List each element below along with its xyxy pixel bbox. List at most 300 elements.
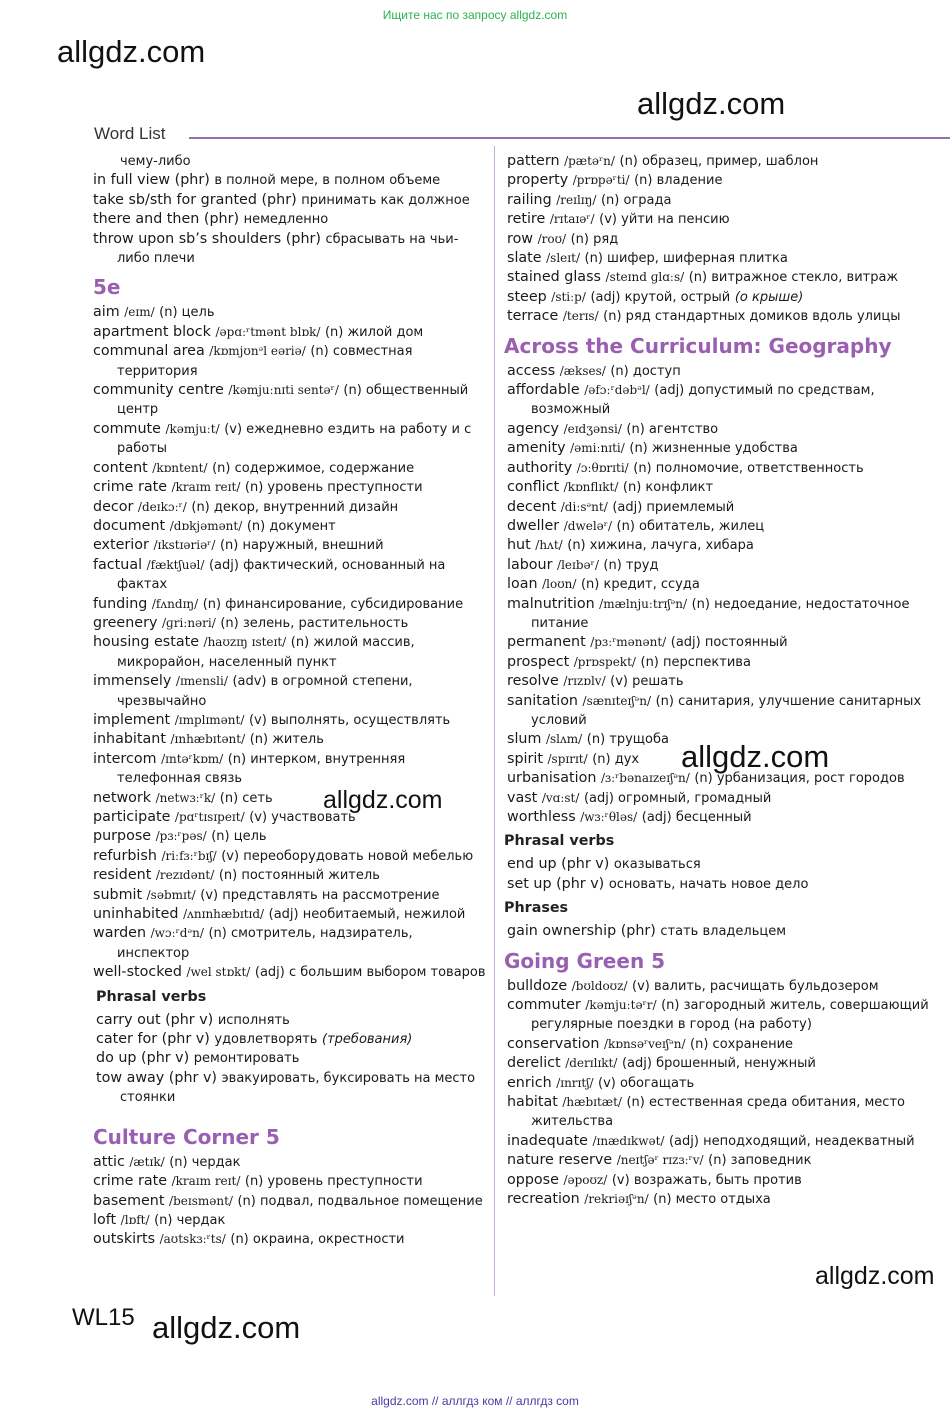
headword: terrace [507, 308, 559, 325]
headword: enrich [507, 1074, 552, 1091]
headword: sanitation [507, 692, 578, 709]
word-entry [93, 866, 488, 885]
pronunciation: /sænɪteɪʃᵊn/ [582, 693, 652, 708]
word-entry [504, 307, 950, 326]
word-entry [504, 536, 950, 555]
word-entry [93, 459, 488, 478]
headword: document [93, 517, 166, 534]
pronunciation: /ɡriːnəri/ [161, 615, 216, 630]
definition: (n) содержимое, содержание [212, 460, 415, 476]
pronunciation: /ɪnrɪtʃ/ [556, 1075, 594, 1090]
going-green-heading: Going Green 5 [504, 948, 666, 973]
definition: (n) житель [249, 732, 324, 748]
word-entry [93, 1153, 488, 1172]
word-entry [504, 517, 950, 536]
watermark: allgdz.com [152, 1310, 301, 1345]
word-entry [504, 152, 950, 171]
definition: (v) представлять на рассмотрение [200, 887, 440, 903]
pronunciation: /kɒmjʊnᵊl eəriə/ [209, 344, 306, 359]
headword: inadequate [507, 1132, 588, 1149]
definition: (n) урбанизация, рост городов [694, 771, 905, 787]
word-entry [504, 1054, 950, 1073]
pronunciation: /səbmɪt/ [146, 887, 196, 902]
headword: implement [93, 711, 171, 728]
headword: labour [507, 556, 553, 573]
watermark: allgdz.com [323, 786, 443, 814]
pronunciation: /leɪbəʳ/ [557, 557, 599, 572]
definition: (n) жизненные удобства [629, 441, 798, 457]
word-entry [93, 478, 488, 497]
definition: эвакуировать, буксировать на место стоянки [120, 1070, 480, 1106]
pronunciation: /ɔːθɒrɪti/ [576, 460, 629, 475]
definition: оказываться [613, 857, 701, 873]
headword: pattern [507, 153, 560, 169]
headword: property [507, 172, 569, 189]
definition: (n) окраина, окрестности [230, 1232, 405, 1248]
definition: (n) загородный житель, совершающий регулярные поездки в город (на работу) [531, 998, 933, 1033]
headword: gain ownership (phr) [507, 923, 656, 940]
headword: resident [93, 867, 152, 884]
headword: commuter [507, 997, 581, 1014]
definition: (n) заповедник [708, 1153, 812, 1169]
definition: (v) решать [610, 674, 684, 690]
headword: agency [507, 420, 560, 437]
word-entry [93, 905, 488, 924]
definition-note: (требования) [322, 1032, 413, 1048]
headword: well-stocked [93, 964, 182, 981]
headword: stained glass [507, 269, 601, 286]
word-entry [504, 362, 950, 381]
pronunciation: /hæbɪtæt/ [562, 1095, 622, 1110]
word-entry [504, 1132, 950, 1151]
phrases-list [504, 922, 950, 941]
word-entry [504, 672, 950, 691]
definition: (n) жилой массив, микрорайон, населенный пункт [117, 635, 419, 670]
headword: funding [93, 595, 148, 612]
word-entry [93, 191, 488, 210]
word-entry [504, 439, 950, 458]
word-entry [93, 1069, 488, 1108]
word-entry [93, 886, 488, 905]
headword: greenery [93, 614, 158, 631]
word-entry [504, 855, 950, 874]
definition: (n) конфликт [622, 480, 714, 496]
word-entry [504, 750, 950, 769]
pronunciation: /stiːp/ [551, 289, 586, 304]
definition: удовлетворять [214, 1032, 318, 1048]
headword: permanent [507, 634, 586, 651]
headword: resolve [507, 673, 559, 690]
pronunciation: /hʌt/ [535, 538, 563, 553]
headword: inhabitant [93, 731, 166, 748]
definition: (adj) неподходящий, неадекватный [668, 1133, 915, 1149]
definition: (n) документ [246, 518, 336, 534]
definition-note: (о крыше) [734, 289, 804, 305]
definition: (n) цель [211, 829, 267, 845]
word-entry [504, 249, 950, 268]
pronunciation: /bʊldoʊz/ [571, 978, 628, 993]
pronunciation: /kraɪm reɪt/ [171, 480, 241, 495]
definition: (n) чердак [154, 1212, 226, 1228]
headword: aim [93, 304, 120, 321]
word-entry [504, 1074, 950, 1093]
definition: (n) интерком, внутренняя телефонная связь [117, 751, 410, 787]
word-entry [504, 1151, 950, 1170]
pronunciation: /ækses/ [559, 363, 606, 378]
pronunciation: /diːsᵊnt/ [560, 499, 608, 514]
definition: (n) общественный центр [117, 383, 473, 418]
definition: (v) переоборудовать новой мебелью [221, 848, 474, 864]
word-entry [93, 827, 488, 846]
word-entry [93, 420, 488, 459]
definition: (n) ряд [570, 231, 619, 247]
definition: принимать как должное [301, 192, 470, 208]
pronunciation: /netwɜːʳk/ [155, 790, 216, 805]
pronunciation: /rezɪdənt/ [155, 868, 215, 883]
pronunciation: /wel stɒkt/ [186, 965, 251, 980]
definition: (n) ряд стандартных домиков вдоль улицы [603, 309, 901, 325]
left-column [93, 152, 488, 1250]
word-entry [504, 478, 950, 497]
headword: worthless [507, 809, 576, 825]
headword: spirit [507, 750, 543, 767]
headword: decent [507, 498, 557, 515]
word-entry [504, 288, 950, 307]
pronunciation: /dweləʳ/ [563, 518, 612, 533]
definition: (n) доступ [610, 363, 681, 379]
definition: (n) наружный, внешний [219, 538, 384, 554]
definition: (n) труд [603, 557, 659, 573]
word-entry [504, 1093, 950, 1132]
pronunciation: /deɪkɔːʳ/ [137, 499, 187, 514]
pronunciation: /ɪntəʳkɒm/ [161, 751, 224, 766]
definition: (n) естественная среда обитания, место жительства [531, 1095, 910, 1130]
pronunciation: /eɪdʒənsi/ [563, 421, 622, 436]
headword: basement [93, 1192, 165, 1209]
watermark: allgdz.com [681, 739, 830, 774]
phrasal-verbs-heading: Phrasal verbs [504, 833, 615, 850]
headword: tow away (phr v) [96, 1069, 217, 1086]
word-entry [93, 1192, 488, 1211]
definition: (n) чердак [169, 1154, 241, 1170]
definition: (adj) крутой, острый [590, 289, 731, 305]
definition: (adj) с большим выбором товаров [254, 965, 486, 981]
right-column [504, 152, 950, 1210]
pronunciation: /riːfɜːʳbɪʃ/ [161, 848, 217, 863]
definition: (n) постоянный житель [218, 868, 380, 884]
pronunciation: /kraɪm reɪt/ [171, 1174, 241, 1189]
pronunciation: /derɪlɪkt/ [565, 1056, 618, 1071]
headword: take sb/sth for granted (phr) [93, 191, 297, 208]
word-entry [504, 595, 950, 634]
word-entry [93, 672, 488, 711]
definition: (adj) приемлемый [612, 499, 735, 515]
definition: (n) место отдыха [653, 1192, 771, 1208]
pronunciation: /terɪs/ [562, 309, 599, 324]
definition: основать, начать новое дело [608, 876, 809, 892]
phrases-heading: Phrases [504, 900, 569, 917]
headword: communal area [93, 343, 205, 360]
word-entry [93, 924, 488, 963]
definition: немедленно [243, 212, 329, 228]
pronunciation: /wɜːʳθləs/ [580, 810, 638, 824]
headword: warden [93, 925, 147, 942]
definition: (n) образец, пример, шаблон [619, 154, 819, 169]
headword: slum [507, 731, 542, 748]
word-entry [93, 711, 488, 730]
pronunciation: /əmiːnɪti/ [570, 441, 625, 456]
pronunciation: /rɪzɒlv/ [563, 674, 606, 689]
headword: slate [507, 250, 542, 267]
word-entry [93, 730, 488, 749]
pronunciation: /mælnjuːtrɪʃᵊn/ [599, 596, 688, 611]
word-entry [504, 789, 950, 808]
headword: outskirts [93, 1231, 156, 1248]
definition: (v) участвовать [249, 810, 356, 825]
pronunciation: /lɒft/ [120, 1212, 150, 1227]
pronunciation: /reɪlɪŋ/ [556, 192, 597, 207]
pronunciation: /neɪtʃəʳ rɪzɜːʳv/ [616, 1153, 704, 1168]
headword: end up (phr v) [507, 856, 610, 873]
word-entry [93, 808, 488, 827]
word-entry [93, 517, 488, 536]
pronunciation: /fæktʃuəl/ [146, 557, 205, 572]
going-green-list [504, 977, 950, 1210]
definition: (n) недоедание, недостаточное питание [531, 596, 914, 631]
headword: network [93, 789, 152, 806]
definition: (n) перспектива [640, 654, 751, 670]
pronunciation: /ɪkstɪəriəʳ/ [153, 538, 216, 553]
word-entry [93, 171, 488, 190]
definition: (n) агентство [626, 421, 719, 437]
word-entry [93, 323, 488, 342]
definition: (adv) в огромной степени, чрезвычайно [117, 674, 417, 709]
headword: railing [507, 191, 552, 208]
definition: ремонтировать [193, 1051, 300, 1067]
pronunciation: /eɪm/ [124, 305, 155, 320]
word-entry [504, 381, 950, 420]
word-entry [93, 595, 488, 614]
word-entry [504, 808, 950, 827]
definition: (n) ограда [600, 192, 672, 208]
phrasal-verbs-heading: Phrasal verbs [96, 988, 207, 1005]
word-entry [504, 633, 950, 652]
definition: (n) полномочие, ответственность [633, 460, 864, 476]
headword: retire [507, 211, 546, 228]
pronunciation: /kɒntent/ [152, 460, 208, 475]
word-entry [504, 769, 950, 788]
word-entry [93, 342, 488, 381]
word-entry [504, 575, 950, 594]
headword: housing estate [93, 634, 199, 651]
definition: (n) совместная территория [117, 344, 417, 379]
definition: (n) жилой дом [324, 324, 424, 340]
word-entry [504, 420, 950, 439]
culture-corner-list [93, 1153, 488, 1250]
pronunciation: /loʊn/ [542, 577, 577, 592]
pronunciation: /ɜːʳbənaɪzeɪʃᵊn/ [600, 771, 690, 786]
pronunciation: /əfɔːʳdəbᵊl/ [584, 383, 650, 398]
watermark: allgdz.com [637, 86, 786, 121]
geography-list [504, 362, 950, 828]
word-entry [93, 498, 488, 517]
pronunciation: /ɪmensli/ [175, 674, 228, 689]
headword: exterior [93, 537, 149, 554]
headword: dweller [507, 517, 560, 534]
pronunciation: /pɜːʳmənənt/ [590, 635, 667, 650]
definition: (n) хижина, лачуга, хибара [567, 538, 754, 554]
header-rule [189, 137, 950, 139]
definition: (adj) необитаемый, нежилой [268, 907, 466, 923]
headword: derelict [507, 1055, 561, 1072]
headword: oppose [507, 1171, 559, 1188]
headword: in full view (phr) [93, 172, 210, 189]
pronunciation: /ʌnɪnhæbɪtɪd/ [183, 907, 265, 922]
headword: crime rate [93, 1173, 168, 1190]
definition: (adj) допустимый по средствам, возможный [531, 383, 879, 418]
headword: prospect [507, 653, 570, 670]
word-entry [93, 1030, 488, 1049]
headword: habitat [507, 1094, 558, 1111]
page-number: WL15 [72, 1304, 135, 1331]
pronunciation: /rɪtaɪəʳ/ [549, 212, 595, 227]
word-entry [504, 875, 950, 894]
word-entry [504, 977, 950, 996]
word-entry [93, 303, 488, 322]
word-entry [504, 498, 950, 517]
pronunciation: /ɪnædɪkwət/ [592, 1133, 665, 1148]
pronunciation: /pɜːʳpəs/ [155, 829, 207, 844]
site-search-note: Ищите нас по запросу allgdz.com [382, 8, 568, 22]
definition: (n) дух [592, 751, 640, 767]
pronunciation: /prɒspekt/ [573, 654, 636, 669]
definition: исполнять [217, 1012, 290, 1028]
headword: refurbish [93, 847, 157, 864]
definition: (v) возражать, быть против [611, 1172, 802, 1188]
headword: set up (phr v) [507, 875, 605, 892]
pronunciation: /fʌndɪŋ/ [151, 596, 199, 611]
watermark: allgdz.com [57, 34, 206, 69]
headword: throw upon sb’s shoulders (phr) [93, 230, 321, 247]
intro-list [93, 152, 488, 268]
word-entry [93, 381, 488, 420]
word-entry [93, 152, 488, 171]
word-entry [93, 230, 488, 269]
pronunciation: /kəmjuːtəʳr/ [585, 998, 657, 1013]
word-entry [93, 789, 488, 808]
pronunciation: /wɔːʳdᵊn/ [150, 926, 204, 941]
word-entry [93, 556, 488, 595]
definition: стать владельцем [660, 924, 787, 940]
pronunciation: /slʌm/ [545, 732, 583, 747]
word-entry [504, 459, 950, 478]
word-entry [93, 1049, 488, 1068]
geography-heading: Across the Curriculum: Geography [504, 333, 892, 358]
word-entry [504, 268, 950, 287]
definition: (n) финансирование, субсидирование [202, 596, 464, 612]
word-entry [504, 996, 950, 1035]
word-entry [504, 230, 950, 249]
definition: сбрасывать на чьи-либо плечи [117, 231, 459, 267]
pronunciation: /əpɑːʳtmənt blɒk/ [215, 324, 321, 339]
headword: loft [93, 1211, 117, 1228]
word-entry [93, 1172, 488, 1191]
definition: (n) обитатель, жилец [616, 518, 765, 534]
word-entry [93, 847, 488, 866]
word-entry [504, 1035, 950, 1054]
headword: row [507, 230, 534, 247]
definition: (adj) бесценный [641, 810, 752, 825]
word-entry [93, 1230, 488, 1249]
headword: submit [93, 886, 143, 903]
headword: loan [507, 576, 538, 593]
headword: commute [93, 420, 161, 437]
pronunciation: /sleɪt/ [546, 251, 580, 266]
definition: (v) обогащать [598, 1075, 695, 1091]
definition: (adj) брошенный, ненужный [621, 1056, 816, 1072]
pronunciation: /aʊtskɜːʳts/ [159, 1232, 226, 1247]
headword: affordable [507, 382, 580, 399]
section-heading-5e: 5e [93, 275, 121, 300]
word-entry [504, 1171, 950, 1190]
headword: uninhabited [93, 906, 179, 923]
definition: (n) владение [634, 173, 723, 189]
word-entry [93, 1211, 488, 1230]
definition: (n) подвал, подвальное помещение [237, 1193, 483, 1209]
definition: (n) декор, внутренний дизайн [191, 499, 399, 515]
headword: apartment block [93, 323, 211, 340]
pronunciation: /kəmjuːnɪti sentəʳ/ [228, 383, 339, 398]
definition: (n) уровень преступности [244, 1174, 423, 1190]
word-list-title: Word List [94, 124, 166, 143]
word-entry [504, 730, 950, 749]
pronunciation: /haʊzɪŋ ɪsteɪt/ [203, 635, 287, 650]
word-entry [504, 210, 950, 229]
pronunciation: /kɒnflɪkt/ [563, 480, 619, 495]
headword: steep [507, 288, 547, 305]
word-entry [504, 556, 950, 575]
word-entry [504, 171, 950, 190]
headword: crime rate [93, 479, 168, 496]
definition: (v) валить, расчищать бульдозером [632, 978, 879, 994]
watermark: allgdz.com [815, 1262, 935, 1290]
headword: there and then (phr) [93, 211, 240, 228]
headword: decor [93, 498, 134, 515]
definition: чему-либо [120, 154, 191, 169]
pronunciation: /kɒnsəʳveɪʃᵊn/ [603, 1036, 686, 1051]
word-entry [504, 922, 950, 941]
headword: participate [93, 809, 171, 825]
headword: intercom [93, 750, 157, 767]
column-divider [494, 146, 495, 1296]
footer-links: allgdz.com // аллгдз ком // аллгдз com [371, 1394, 579, 1408]
headword: authority [507, 459, 573, 476]
word-entry [93, 963, 488, 982]
headword: amenity [507, 440, 566, 457]
definition: (n) сеть [219, 790, 273, 806]
headword: factual [93, 556, 143, 573]
pronunciation: /dɒkjəmənt/ [169, 518, 243, 533]
headword: malnutrition [507, 595, 595, 612]
definition: (v) уйти на пенсию [599, 212, 730, 228]
pronunciation: /pætəʳn/ [564, 154, 615, 168]
definition: (n) смотритель, надзиратель, инспектор [117, 926, 417, 961]
pronunciation: /ætɪk/ [129, 1154, 165, 1169]
headword: carry out (phr v) [96, 1011, 214, 1028]
headword: immensely [93, 673, 172, 690]
pronunciation: /vɑːst/ [541, 790, 580, 805]
definition: (n) шифер, шиферная плитка [584, 251, 788, 267]
